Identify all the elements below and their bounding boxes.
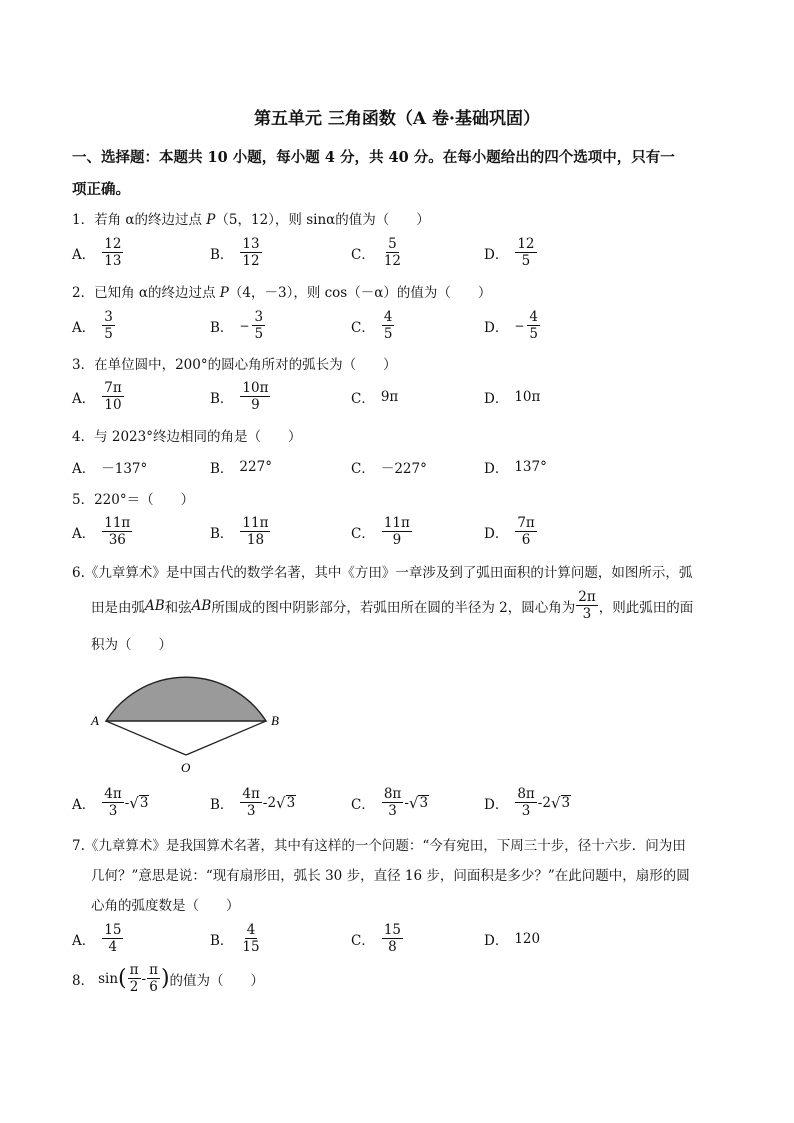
q6-option-c[interactable]: C． $\frac{8\pi}{3}$ - √ 3 [351,786,429,819]
q1-option-b[interactable]: B． $\frac{13}{12}$ [210,236,260,269]
question-7-line1: 7.《九章算术》是我国算术名著，其中有这样的一个问题：“今有宛田，下周三十步，径十六步．问为田 [72,838,686,854]
question-5: 5．220°＝（ ） [72,492,195,508]
question-6-line2: 田是由弧 AB 和弦 AB 所围成的图中阴影部分，若弧田所在圆的半径为 2，圆心角为 $\frac{2\pi}{3}$ ，则此弧田的面 [91,589,694,622]
q7-option-b[interactable]: B． $\frac{4}{15}$ [210,922,260,955]
question-6-line1: 6.《九章算术》是中国古代的数学名著，其中《方田》一章涉及到了弧田面积的计算问题，如图所示，弧 [72,565,693,581]
question-1: 1．若角 α的终边过点 P（5，12），则 sinα的值为（ ） [72,212,430,228]
radius-ob [186,721,266,755]
question-2: 2．已知角 α的终边过点 P（4，－3），则 cos（－α）的值为（ ） [72,285,492,301]
q3-option-a[interactable]: A． $\frac{7\pi}{10}$ [72,380,122,413]
q5-option-d[interactable]: D． $\frac{7\pi}{6}$ [484,515,535,548]
q3-option-c[interactable]: C． 9π [351,389,399,407]
q5-option-c[interactable]: C． $\frac{11\pi}{9}$ [351,515,410,548]
q4-option-a[interactable]: A． －137° [72,461,148,477]
question-4: 4．与 2023°终边相同的角是（ ） [72,429,302,445]
section-heading-cont: 项正确。 [72,181,130,198]
radius-oa [106,721,186,755]
shaded-segment [106,677,266,721]
q1-option-d[interactable]: D． $\frac{12}{5}$ [484,236,535,269]
q7-option-c[interactable]: C． $\frac{15}{8}$ [351,922,402,955]
question-8: 8． sin ( $\frac{\pi}{2}$ - $\frac{\pi}{6}$ ) 的值为（ ） [72,962,265,995]
q3-option-d[interactable]: D． 10π [484,389,541,407]
section-heading: 一、选择题：本题共 10 小题，每小题 4 分，共 40 分。在每小题给出的四个选项中，只有一 [72,149,675,166]
label-b: B [271,713,279,728]
q6-option-d[interactable]: D． $\frac{8\pi}{3}$ -2 √ 3 [484,786,571,819]
question-3: 3．在单位圆中，200°的圆心角所对的弧长为（ ） [72,357,397,373]
q2-option-c[interactable]: C． $\frac{4}{5}$ [351,309,393,342]
q1-option-c[interactable]: C． $\frac{5}{12}$ [351,236,402,269]
q5-option-b[interactable]: B． $\frac{11\pi}{18}$ [210,515,269,548]
question-7-line3: 心角的弧度数是（ ） [91,898,240,914]
q2-option-a[interactable]: A． $\frac{3}{5}$ [72,309,113,342]
q4-option-b[interactable]: B． 227° [210,459,272,477]
q6-option-b[interactable]: B． $\frac{4\pi}{3}$ -2 √ 3 [210,786,296,819]
q6-option-a[interactable]: A． $\frac{4\pi}{3}$ - √ 3 [72,786,149,819]
q7-option-d[interactable]: D． 120 [484,931,541,949]
page-title: 第五单元 三角函数（A 卷·基础巩固） [254,109,540,129]
arc-field-figure [84,655,294,780]
label-a: A [91,713,99,728]
q2-option-d[interactable]: D． − $\frac{4}{5}$ [484,309,538,342]
q2-option-b[interactable]: B． − $\frac{3}{5}$ [210,309,264,342]
q4-option-d[interactable]: D． 137° [484,459,547,477]
question-7-line2: 几何？”意思是说：“现有扇形田，弧长 30 步，直径 16 步，问面积是多少？”在此问题中，扇形的圆 [91,868,690,884]
label-o: O [181,760,191,775]
question-6-line3: 积为（ ） [91,637,172,653]
q4-option-c[interactable]: C． －227° [351,461,427,477]
q1-option-a[interactable]: A． $\frac{12}{13}$ [72,236,122,269]
q5-option-a[interactable]: A． $\frac{11\pi}{36}$ [72,515,131,548]
q7-option-a[interactable]: A． $\frac{15}{4}$ [72,922,122,955]
q3-option-b[interactable]: B． $\frac{10\pi}{9}$ [210,380,269,413]
